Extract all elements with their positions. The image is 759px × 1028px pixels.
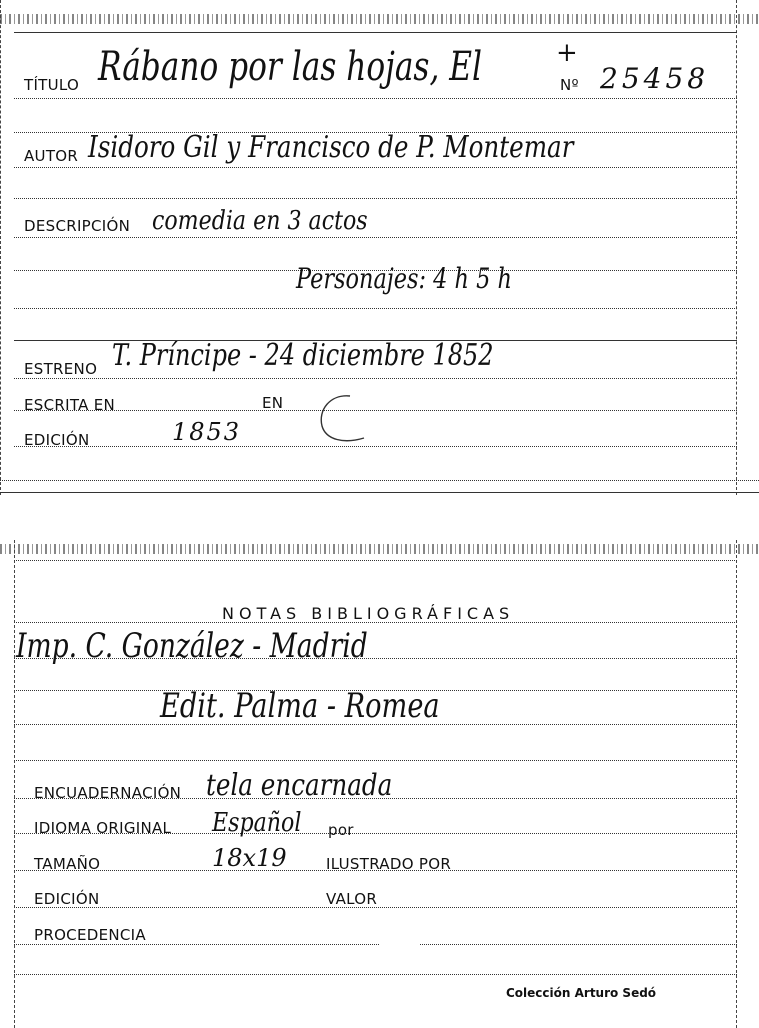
numero-label: Nº [560, 76, 579, 94]
encuadernacion-label: ENCUADERNACIÓN [34, 784, 182, 802]
autor-value: Isidoro Gil y Francisco de P. Montemar [88, 130, 574, 165]
titulo-value: Rábano por las hojas, El [98, 44, 483, 90]
escrita-en-label: ESCRITA EN [24, 396, 116, 414]
en-label: EN [262, 394, 284, 412]
tamano-value: 18x19 [212, 844, 287, 872]
cross-mark: + [556, 38, 578, 68]
rule-line [14, 378, 737, 379]
rule-line [14, 974, 737, 975]
valor-label: VALOR [326, 890, 378, 908]
estreno-label: ESTRENO [24, 360, 98, 378]
idioma-original-label: IDIOMA ORIGINAL [34, 819, 172, 837]
right-card-edge [736, 0, 737, 495]
rule-line [14, 32, 737, 33]
collection-footer: Colección Arturo Sedó [506, 986, 657, 1000]
card-bottom-edge [0, 480, 759, 481]
rule-line [14, 560, 737, 561]
notes-line-1: Imp. C. González - Madrid [16, 626, 368, 666]
tamano-label: TAMAÑO [34, 855, 101, 873]
personajes-value: Personajes: 4 h 5 h [296, 262, 512, 295]
left-card-edge [0, 0, 1, 495]
ilustrado-por-label: ILUSTRADO POR [326, 855, 452, 873]
titulo-label: TÍTULO [24, 76, 80, 94]
back-card [0, 540, 759, 1028]
top-border-texture [0, 544, 759, 554]
ink-smudge [310, 390, 390, 450]
edicion-label: EDICIÓN [34, 890, 100, 908]
encuadernacion-value: tela encarnada [206, 768, 393, 803]
descripcion-label: DESCRIPCIÓN [24, 217, 131, 235]
idioma-original-value: Español [212, 808, 302, 838]
edicion-label: EDICIÓN [24, 431, 90, 449]
edicion-value: 1853 [172, 418, 242, 446]
front-card [0, 0, 759, 495]
top-border-texture [0, 14, 759, 24]
rule-line [14, 944, 379, 945]
autor-label: AUTOR [24, 147, 79, 165]
numero-value: 25458 [600, 62, 710, 95]
right-card-edge [736, 540, 737, 1028]
procedencia-label: PROCEDENCIA [34, 926, 146, 944]
rule-line [14, 237, 737, 238]
rule-line [14, 198, 737, 199]
rule-line [14, 308, 737, 309]
por-label: por [328, 821, 354, 839]
rule-line [420, 944, 737, 945]
notas-bibliograficas-heading: NOTAS BIBLIOGRÁFICAS [222, 604, 515, 623]
rule-line [14, 98, 737, 99]
estreno-value: T. Príncipe - 24 diciembre 1852 [112, 338, 494, 373]
rule-line [14, 167, 737, 168]
descripcion-value: comedia en 3 actos [152, 206, 368, 236]
card-bottom-edge [0, 492, 759, 493]
left-card-edge [14, 540, 15, 1028]
rule-line [14, 760, 737, 761]
notes-line-2: Edit. Palma - Romea [160, 686, 440, 726]
